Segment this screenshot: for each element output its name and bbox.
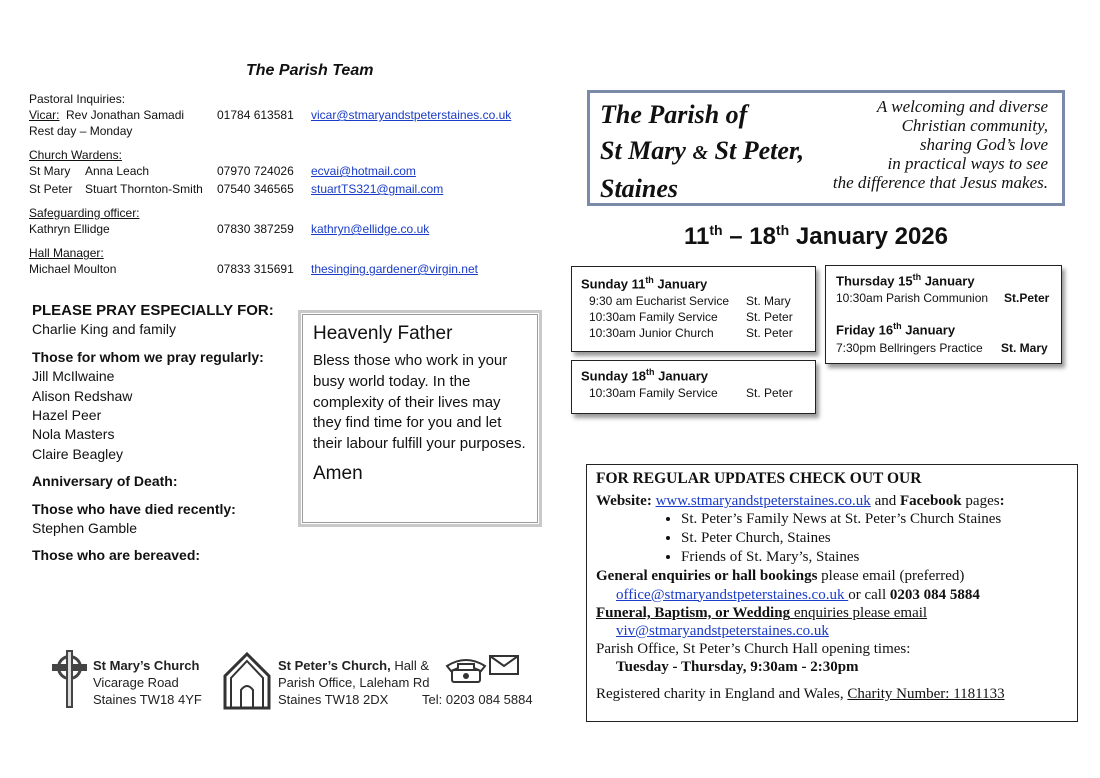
date-month-year: January 2026 — [789, 223, 948, 250]
facebook-page-item[interactable]: • St. Peter Church, Staines — [681, 529, 1068, 548]
service-place: St. Peter — [746, 326, 793, 341]
service-place: St. Mary — [1001, 340, 1048, 355]
service-time: 10:30am Junior Church — [589, 326, 714, 341]
safeguarding-phone: 07830 387259 — [217, 222, 294, 236]
parish-name-stpeter: St Peter, — [714, 136, 805, 165]
warden-church: St Peter — [29, 182, 73, 196]
warden-church: St Mary — [29, 164, 71, 178]
died-name: Stephen Gamble — [32, 520, 138, 537]
vicar-email-link[interactable]: vicar@stmaryandstpeterstaines.co.uk — [311, 108, 512, 122]
motto-line: in practical ways to see — [887, 154, 1048, 173]
services-sunday-11 — [571, 266, 816, 352]
service-time: 10:30am Family Service — [589, 386, 718, 401]
parish-header-box — [587, 90, 1065, 206]
prayer-list — [32, 301, 274, 566]
prayer-body: Bless those who work in your busy world today. In the complexity of their lives may they find time for you and let their labour fulfill your purposes. — [313, 352, 526, 453]
vicar-row — [29, 107, 512, 123]
warden-phone: 07970 724026 — [217, 164, 294, 178]
service-time: 7:30pm Bellringers Practice — [836, 340, 983, 355]
hall-name: Michael Moulton — [29, 262, 117, 276]
prayer-title: Heavenly Father — [313, 323, 453, 344]
parish-name-amp: & — [692, 142, 709, 164]
general-rest: please email (preferred) — [817, 568, 965, 585]
service-time: 10:30am Family Service — [589, 310, 718, 325]
service-row — [581, 326, 806, 342]
service-place: St. Peter — [746, 310, 793, 325]
regular-name: Jill McIlwaine — [32, 368, 115, 385]
parish-name-stmary: St Mary — [600, 136, 686, 165]
charity-line — [596, 685, 1068, 703]
parish-name-line1: The Parish of — [600, 100, 748, 129]
viv-email-link[interactable]: viv@stmaryandstpeterstaines.co.uk — [616, 623, 829, 640]
parish-motto — [833, 97, 1048, 192]
rest-day: Rest day – Monday — [29, 124, 133, 138]
service-row — [581, 310, 806, 326]
funeral-rest: enquiries please email — [790, 604, 928, 621]
service-row — [836, 291, 1051, 307]
service-place: St. Mary — [746, 294, 791, 309]
charity-text: Registered charity in England and Wales, — [596, 685, 848, 702]
opening-hours: Tuesday - Thursday, 9:30am - 2:30pm — [616, 659, 859, 676]
parish-team-title: The Parish Team — [246, 62, 374, 79]
date-range-heading — [590, 222, 1042, 251]
date-start: 11 — [684, 223, 710, 250]
office-email-link[interactable]: office@stmaryandstpeterstaines.co.uk — [616, 586, 849, 603]
parish-name-line3: Staines — [600, 174, 679, 203]
services-sunday-18 — [571, 360, 816, 414]
service-day: Friday 16th January — [836, 321, 956, 338]
pages-text: pages — [961, 493, 1000, 510]
footer-addresses — [50, 648, 560, 718]
pray-especially: Charlie King and family — [32, 321, 176, 338]
prayer-box — [298, 310, 542, 527]
website-line — [596, 492, 1068, 510]
facebook-page-item[interactable]: • Friends of St. Mary’s, Staines — [681, 548, 1068, 567]
service-place: St.Peter — [1004, 291, 1050, 306]
regular-name: Hazel Peer — [32, 407, 102, 424]
warden-phone: 07540 346565 — [217, 182, 294, 196]
safeguarding-heading: Safeguarding officer: — [29, 206, 140, 220]
hall-row — [29, 261, 478, 277]
colon-text: : — [999, 493, 1005, 510]
regular-heading: Those for whom we pray regularly: — [32, 348, 264, 365]
warden-email-link[interactable]: ecvai@hotmail.com — [311, 164, 416, 178]
regular-name: Claire Beagley — [32, 445, 124, 462]
updates-caption: FOR REGULAR UPDATES CHECK OUT OUR — [596, 470, 922, 487]
office-email-line — [596, 586, 1068, 604]
stpeter-address: Parish Office, Laleham Rd — [278, 675, 430, 690]
services-weekday — [825, 265, 1062, 364]
date-separator: – — [722, 223, 750, 250]
funeral-bold: Funeral, Baptism, or Wedding — [596, 604, 791, 621]
website-label: Website: — [596, 493, 652, 510]
service-row — [836, 341, 1051, 357]
regular-name: Nola Masters — [32, 426, 115, 443]
service-day: Thursday 15th January — [836, 272, 975, 289]
warden-email-link[interactable]: stuartTS321@gmail.com — [311, 182, 444, 196]
warden-name: Stuart Thornton-Smith — [85, 182, 203, 196]
service-time: 10:30am Parish Communion — [836, 291, 989, 306]
wardens-heading: Church Wardens: — [29, 148, 122, 162]
warden-row — [29, 181, 444, 197]
cross-icon — [50, 648, 90, 710]
stpeter-name: St Peter’s Church, — [278, 658, 391, 673]
vicar-name: Rev Jonathan Samadi — [66, 108, 185, 122]
motto-line: the difference that Jesus makes. — [832, 173, 1048, 192]
date-end: 18 — [749, 223, 776, 250]
stmary-address: Vicarage Road — [93, 675, 179, 690]
died-heading: Those who have died recently: — [32, 500, 236, 517]
warden-name: Anna Leach — [85, 164, 150, 178]
phone-mail-icon — [444, 654, 520, 684]
hall-heading: Hall Manager: — [29, 246, 104, 260]
regular-name: Alison Redshaw — [32, 387, 133, 404]
church-building-icon — [223, 652, 271, 710]
service-place: St. Peter — [746, 386, 793, 401]
and-text: and — [870, 493, 900, 510]
charity-number: Charity Number: 1181133 — [847, 685, 1005, 702]
vicar-label: Vicar: — [29, 108, 60, 122]
service-row — [581, 386, 806, 402]
motto-line: Christian community, — [901, 116, 1048, 135]
hall-phone: 07833 315691 — [217, 262, 294, 276]
stpeter-name-suffix: Hall & — [390, 658, 429, 673]
or-call-text: or call — [848, 586, 890, 603]
hall-email-link[interactable]: thesinging.gardener@virgin.net — [311, 262, 478, 276]
date-start-suffix: th — [709, 222, 723, 238]
facebook-label: Facebook — [899, 493, 962, 510]
stpeter-postcode: Staines TW18 2DX — [278, 692, 389, 707]
footer-tel: Tel: 0203 084 5884 — [422, 692, 533, 707]
safeguarding-name: Kathryn Ellidge — [29, 222, 110, 236]
updates-box — [586, 464, 1078, 722]
prayer-amen: Amen — [313, 462, 363, 484]
safeguarding-email-link[interactable]: kathryn@ellidge.co.uk — [311, 222, 430, 236]
general-enquiries — [596, 567, 1068, 585]
bereaved-heading: Those who are bereaved: — [32, 547, 201, 564]
anniversary-heading: Anniversary of Death: — [32, 473, 178, 490]
motto-line: A welcoming and diverse — [876, 97, 1048, 116]
facebook-page-item[interactable]: • St. Peter’s Family News at St. Peter’s Church Staines — [681, 510, 1068, 529]
service-day: Sunday 18th January — [581, 367, 709, 384]
service-day: Sunday 11th January — [581, 275, 708, 292]
office-phone: 0203 084 5884 — [889, 586, 980, 603]
stmary-name: St Mary’s Church — [93, 658, 200, 673]
general-bold: General enquiries or hall bookings — [596, 568, 818, 585]
parish-team-contacts — [29, 91, 512, 277]
opening-text: Parish Office, St Peter’s Church Hall opening times: — [596, 641, 911, 658]
pastoral-heading: Pastoral Inquiries: — [29, 92, 126, 106]
stmary-postcode: Staines TW18 4YF — [93, 692, 202, 707]
funeral-enquiries — [596, 604, 1068, 622]
vicar-phone: 01784 613581 — [217, 108, 294, 122]
service-time: 9:30 am Eucharist Service — [589, 294, 730, 309]
parish-name — [600, 97, 804, 207]
website-link[interactable]: www.stmaryandstpeterstaines.co.uk — [655, 493, 871, 510]
motto-line: sharing God’s love — [919, 135, 1048, 154]
date-end-suffix: th — [775, 222, 790, 238]
service-row — [581, 294, 806, 310]
safeguarding-row — [29, 221, 430, 237]
pray-heading: PLEASE PRAY ESPECIALLY FOR: — [32, 302, 274, 319]
viv-email-line — [596, 622, 1068, 640]
warden-row — [29, 163, 416, 179]
facebook-pages-list — [596, 510, 1068, 567]
